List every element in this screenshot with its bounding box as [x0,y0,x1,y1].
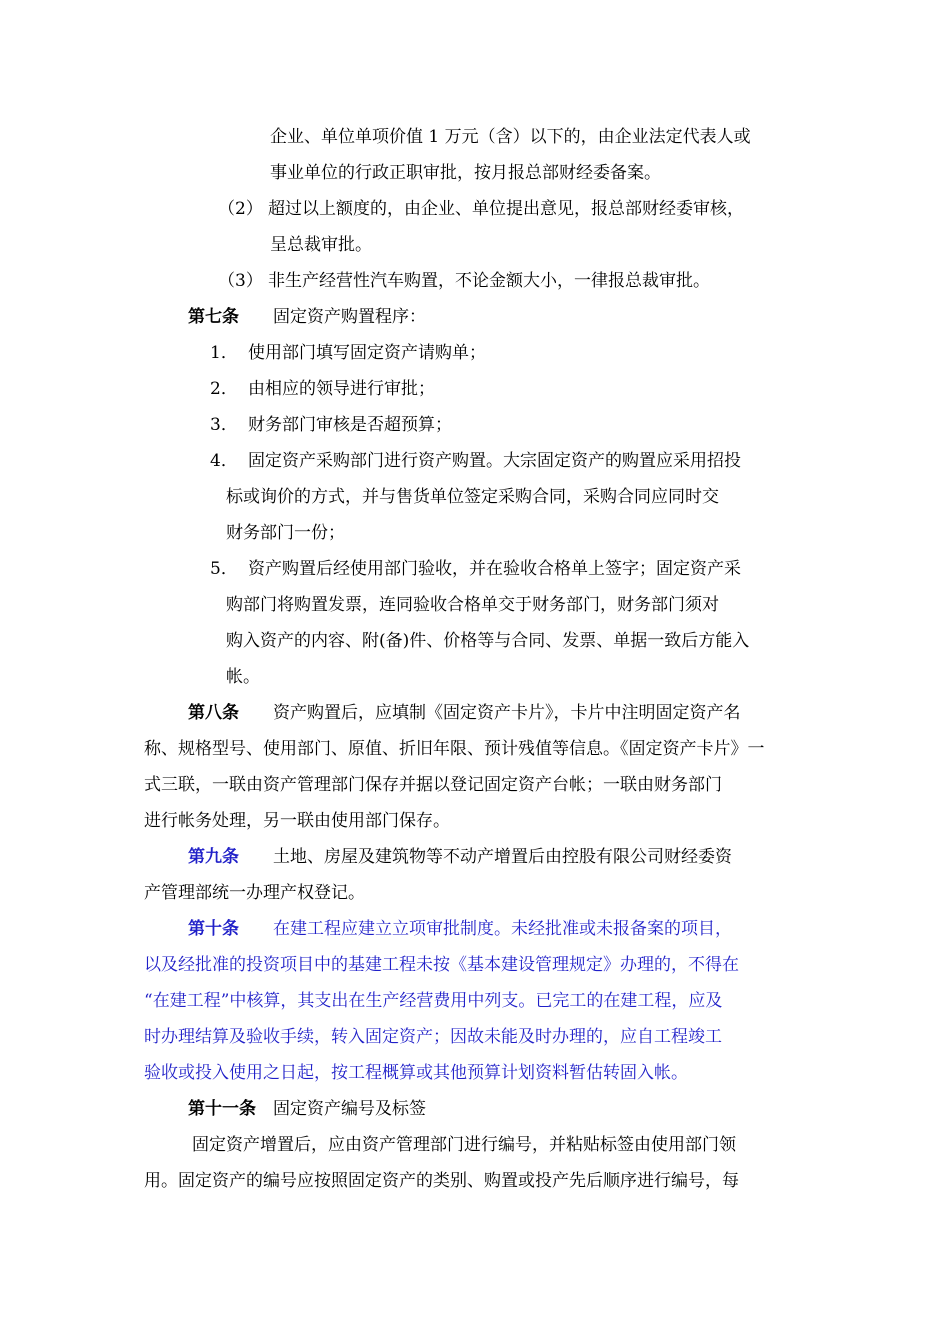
paragraph-line: “在建工程”中核算，其支出在生产经营费用中列支。已完工的在建工程，应及 [144,991,723,1011]
article-title: 固定资产编号及标签 [273,1099,426,1119]
article-label: 第十条 [188,919,239,939]
article-label: 第七条 [188,307,239,327]
list-text: 购入资产的内容、附(备)件、价格等与合同、发票、单据一致后方能入 [226,631,750,651]
article-label: 第十一条 [188,1099,256,1119]
paragraph-line: 称、规格型号、使用部门、原值、折旧年限、预计残值等信息。《固定资产卡片》一 [144,739,765,759]
list-text: 购部门将购置发票，连同验收合格单交于财务部门，财务部门须对 [226,595,719,615]
article-10-heading [188,918,732,940]
paragraph-line: 进行帐务处理，另一联由使用部门保存。 [144,811,450,831]
list-item [210,378,435,400]
list-text: 由相应的领导进行审批； [248,379,435,399]
list-item [210,342,486,364]
paragraph-line: 式三联，一联由资产管理部门保存并据以登记固定资产台帐；一联由财务部门 [144,775,722,795]
paragraph-text: 在建工程应建立立项审批制度。未经批准或未报备案的项目， [273,919,732,939]
article-7-heading [188,306,426,328]
paragraph-line: 时办理结算及验收手续，转入固定资产；因故未能及时办理的，应自工程竣工 [144,1027,722,1047]
article-8-heading [188,702,741,724]
list-text: 固定资产采购部门进行资产购置。大宗固定资产的购置应采用招投 [248,451,741,471]
article-label: 第八条 [188,703,239,723]
list-number: 1． [210,343,238,363]
paragraph-line: 用。固定资产的编号应按照固定资产的类别、购置或投产先后顺序进行编号，每 [144,1171,739,1191]
list-number: 2． [210,379,238,399]
list-number: 4． [210,451,238,471]
paragraph-text: 资产购置后，应填制《固定资产卡片》，卡片中注明固定资产名 [273,703,741,723]
article-11-heading [188,1098,426,1120]
list-item [210,450,741,472]
list-text: 帐。 [226,667,260,687]
paragraph-line: 产管理部统一办理产权登记。 [144,883,365,903]
paragraph-line: 以及经批准的投资项目中的基建工程未按《基本建设管理规定》办理的，不得在 [144,955,739,975]
list-number: 5． [210,559,238,579]
list-number: 3． [210,415,238,435]
list-item [210,414,452,436]
list-text: 非生产经营性汽车购置，不论金额大小，一律报总裁审批。 [268,271,710,291]
paragraph-line: 验收或投入使用之日起，按工程概算或其他预算计划资料暂估转固入帐。 [144,1063,688,1083]
list-text: 财务部门审核是否超预算； [248,415,452,435]
list-item [218,198,744,220]
list-number: （3） [218,271,263,291]
paragraph-line: 事业单位的行政正职审批，按月报总部财经委备案。 [270,163,661,183]
paragraph-text: 土地、房屋及建筑物等不动产增置后由控股有限公司财经委资 [273,847,732,867]
article-title: 固定资产购置程序： [273,307,426,327]
list-text: 使用部门填写固定资产请购单； [248,343,486,363]
list-item [218,270,710,292]
paragraph-line: 呈总裁审批。 [270,235,372,255]
paragraph-line: 固定资产增置后，应由资产管理部门进行编号，并粘贴标签由使用部门领 [192,1135,736,1155]
article-9-heading [188,846,732,868]
list-item [210,558,741,580]
list-text: 标或询价的方式，并与售货单位签定采购合同，采购合同应同时交 [226,487,719,507]
list-text: 财务部门一份； [226,523,345,543]
list-number: （2） [218,199,263,219]
article-label: 第九条 [188,847,239,867]
paragraph-line: 企业、单位单项价值 1 万元（含）以下的，由企业法定代表人或 [270,127,751,147]
list-text: 超过以上额度的，由企业、单位提出意见，报总部财经委审核， [268,199,744,219]
list-text: 资产购置后经使用部门验收，并在验收合格单上签字；固定资产采 [248,559,741,579]
